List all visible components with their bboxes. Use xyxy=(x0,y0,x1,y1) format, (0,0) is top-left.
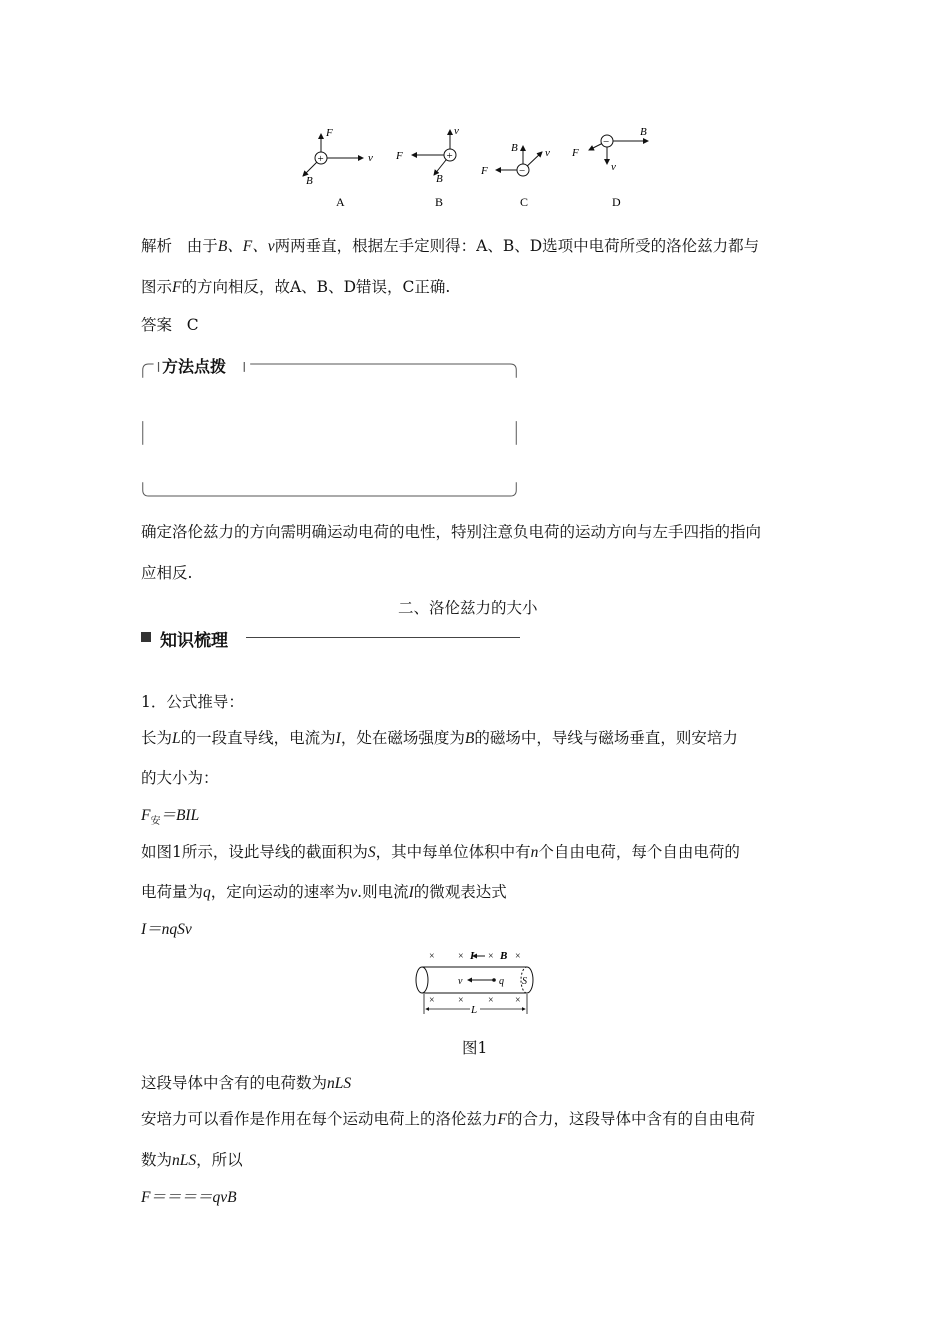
header-square-icon xyxy=(141,632,151,642)
analysis-line-2: 图示F的方向相反，故A、B、D错误，C正确. xyxy=(141,278,451,296)
option-label-b: B xyxy=(435,195,444,209)
svg-text:v: v xyxy=(454,125,459,137)
svg-text:v: v xyxy=(458,976,463,987)
formula-current-micro: I＝nqSv xyxy=(141,921,192,938)
answer-label: 答案 xyxy=(141,316,173,334)
analysis-label: 解析 xyxy=(141,237,173,255)
option-a-diagram xyxy=(303,127,373,209)
label-f: F xyxy=(326,127,333,139)
svg-text:I: I xyxy=(470,950,475,962)
svg-text:v: v xyxy=(611,161,616,173)
svg-text:L: L xyxy=(471,1004,478,1016)
svg-text:×: × xyxy=(515,951,521,962)
svg-text:B: B xyxy=(640,126,647,138)
svg-text:v: v xyxy=(545,147,550,159)
svg-text:×: × xyxy=(429,995,435,1006)
para-2-line-2: 电荷量为q，定向运动的速率为v.则电流I的微观表达式 xyxy=(141,883,507,901)
option-label-a: A xyxy=(336,195,345,209)
option-d-diagram xyxy=(571,126,648,209)
option-b-diagram xyxy=(395,125,459,209)
svg-text:F: F xyxy=(396,150,403,162)
figure-1-conductor xyxy=(410,946,545,1018)
svg-text:+: + xyxy=(446,150,453,162)
para-3: 这段导体中含有的电荷数为nLS xyxy=(141,1074,352,1092)
option-c-diagram xyxy=(480,142,550,209)
svg-text:×: × xyxy=(458,995,464,1006)
svg-text:B: B xyxy=(500,950,508,962)
svg-text:×: × xyxy=(488,951,494,962)
method-text-line-2: 应相反. xyxy=(141,564,193,582)
answer-value: C xyxy=(186,316,199,334)
option-label-c: C xyxy=(520,195,529,209)
para-2-line-1: 如图1所示，设此导线的截面积为S，其中每单位体积中有n个自由电荷，每个自由电荷的 xyxy=(141,843,740,861)
svg-text:q: q xyxy=(499,976,504,987)
option-label-d: D xyxy=(612,195,621,209)
svg-text:×: × xyxy=(488,995,494,1006)
options-figure xyxy=(290,120,670,215)
method-box-frame xyxy=(140,362,520,498)
charge-sign: + xyxy=(317,153,324,165)
method-box-title: 方法点拨 xyxy=(162,357,227,376)
label-b: B xyxy=(306,175,313,187)
svg-text:×: × xyxy=(515,995,521,1006)
answer-line xyxy=(141,313,199,335)
analysis-line-1: 解析 由于B、F、v两两垂直，根据左手定则得：A、B、D选项中电荷所受的洛伦兹力都与 xyxy=(141,237,760,255)
para-1-line-1: 长为L的一段直导线，电流为I，处在磁场强度为B的磁场中，导线与磁场垂直，则安培力 xyxy=(141,729,738,747)
svg-text:F: F xyxy=(572,147,579,159)
para-1-line-2: 的大小为： xyxy=(141,769,219,787)
svg-text:×: × xyxy=(458,951,464,962)
label-v: v xyxy=(368,152,373,164)
formula-ampere-force: $F_安=BIL$ xyxy=(141,807,200,828)
svg-text:F: F xyxy=(481,165,488,177)
svg-text:S: S xyxy=(522,976,527,987)
formula-lorentz-force: F＝＝＝＝qvB xyxy=(141,1189,237,1206)
method-text-line-1: 确定洛伦兹力的方向需明确运动电荷的电性，特别注意负电荷的运动方向与左手四指的指向 xyxy=(141,523,762,541)
item-1-title: 1．公式推导： xyxy=(141,693,244,711)
header-rule xyxy=(246,637,520,638)
svg-text:B: B xyxy=(436,173,443,185)
knowledge-header: 知识梳理 xyxy=(160,631,228,651)
para-4-line-1: 安培力可以看作是作用在每个运动电荷上的洛伦兹力F的合力，这段导体中含有的自由电荷 xyxy=(141,1110,755,1128)
para-4-line-2: 数为nLS，所以 xyxy=(141,1151,243,1169)
svg-text:−: − xyxy=(519,165,526,177)
svg-text:×: × xyxy=(429,951,435,962)
section-title: 二、洛伦兹力的大小 xyxy=(398,599,538,617)
svg-text:B: B xyxy=(511,142,518,154)
svg-text:−: − xyxy=(603,136,610,148)
figure-1-caption: 图1 xyxy=(462,1039,488,1057)
